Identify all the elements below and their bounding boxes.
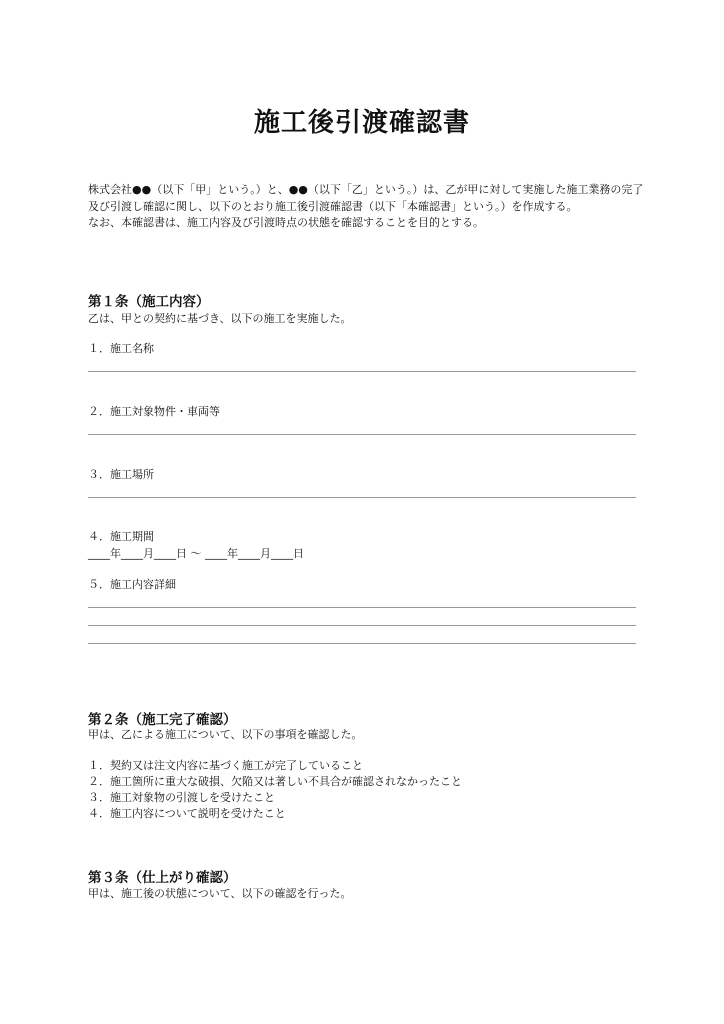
item-target-property-label: ２．施工対象物件・車両等 (88, 405, 220, 418)
list-item: １．契約又は注文内容に基づく施工が完了していること (88, 759, 363, 772)
list-item: ２．施工箇所に重大な破損、欠陥又は著しい不具合が確認されなかったこと (88, 775, 462, 788)
article-2-heading: 第２条（施工完了確認） (88, 712, 237, 728)
details-line-2 (88, 625, 636, 626)
article-3-lead: 甲は、施工後の状態について、以下の確認を行った。 (88, 887, 352, 900)
details-line-3 (88, 643, 636, 644)
construction-site-line (88, 497, 636, 498)
completion-check-list (88, 758, 462, 822)
article-2-lead: 甲は、乙による施工について、以下の事項を確認した。 (88, 728, 363, 741)
item-construction-name-label: １．施工名称 (88, 342, 154, 355)
item-construction-details-label: ５．施工内容詳細 (88, 578, 176, 591)
item-construction-site-label: ３．施工場所 (88, 468, 154, 481)
details-line-1 (88, 607, 636, 608)
intro-paragraph-2: なお、本確認書は、施工内容及び引渡時点の状態を確認することを目的とする。 (88, 216, 484, 229)
list-item: ３．施工対象物の引渡しを受けたこと (88, 791, 275, 804)
target-property-line (88, 434, 636, 435)
list-item: ４．施工内容について説明を受けたこと (88, 807, 286, 820)
article-3-heading: 第３条（仕上がり確認） (88, 870, 237, 886)
construction-name-line (88, 371, 636, 372)
item-construction-period-label: ４．施工期間 (88, 530, 154, 543)
article-1-heading: 第１条（施工内容） (88, 294, 210, 310)
intro-paragraph-1: 株式会社●●（以下「甲」という。）と、●●（以下「乙」という。）は、乙が甲に対して実施した施工業務の完了及び引渡し確認に関し、以下のとおり施工後引渡確認書（以下「本確認書」という。）を作成する。 (88, 183, 644, 213)
intro-text (88, 182, 644, 232)
article-1-lead: 乙は、甲との契約に基づき、以下の施工を実施した。 (88, 312, 352, 325)
construction-period-blanks: ____年____月____日 ～ ____年____月____日 (88, 547, 304, 560)
document-title: 施工後引渡確認書 (253, 108, 470, 138)
